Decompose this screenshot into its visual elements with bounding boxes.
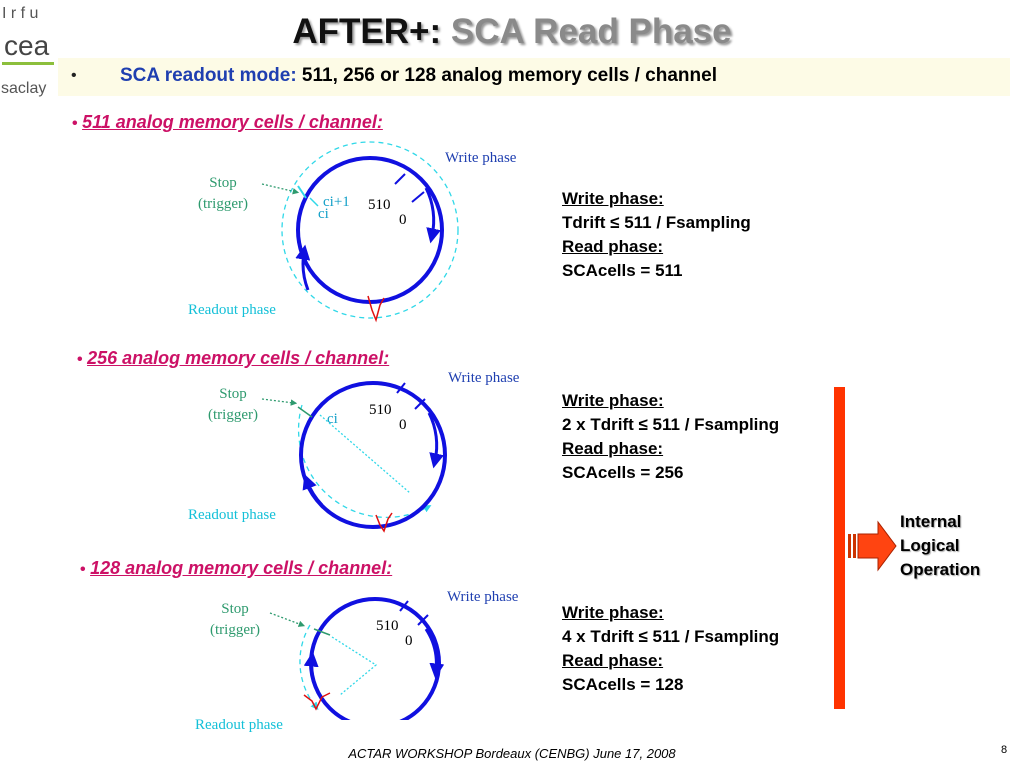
read-phase-value: SCAcells = 511 xyxy=(562,261,683,280)
stop-label: Stop xyxy=(209,175,237,191)
trigger-label: (trigger) xyxy=(198,196,248,212)
memory-ring xyxy=(298,158,442,302)
write-phase-heading: Write phase: xyxy=(562,189,664,208)
info-block-511 xyxy=(562,187,751,283)
title-part1: AFTER+: xyxy=(292,12,442,51)
ring-diagram-256 xyxy=(260,365,480,545)
quarter-ring-divider xyxy=(332,637,376,695)
cell-0-label: 0 xyxy=(405,633,413,649)
cell-510-tick xyxy=(395,174,405,184)
cell-ci-label: ci xyxy=(327,411,338,427)
write-phase-heading: Write phase: xyxy=(562,603,664,622)
cell-510-label: 510 xyxy=(369,402,392,418)
write-phase-label: Write phase xyxy=(447,589,519,605)
read-phase-heading: Read phase: xyxy=(562,237,664,256)
internal-operation-arrow xyxy=(846,518,898,578)
banner-bullet: • xyxy=(71,67,77,84)
logo-saclay-text: saclay xyxy=(1,80,47,97)
write-phase-value: Tdrift ≤ 511 / Fsampling xyxy=(562,213,751,232)
cell-510-label: 510 xyxy=(376,618,399,634)
cell-510-label: 510 xyxy=(368,197,391,213)
trigger-arrow xyxy=(270,613,302,625)
readout-phase-label: Readout phase xyxy=(188,507,276,523)
section-bullet: • xyxy=(72,115,78,132)
stop-label: Stop xyxy=(221,601,249,617)
section-bullet: • xyxy=(80,561,86,578)
section-128-heading xyxy=(80,558,392,579)
page-title xyxy=(0,12,1024,52)
internal-line1: Internal xyxy=(900,512,962,531)
write-phase-label: Write phase xyxy=(448,370,520,386)
trigger-arrow xyxy=(262,399,294,403)
write-phase-heading: Write phase: xyxy=(562,391,664,410)
read-direction-arrow xyxy=(307,481,322,505)
stop-trigger-label xyxy=(198,173,248,215)
grouping-bar xyxy=(834,387,845,709)
section-heading-text: 256 analog memory cells / channel: xyxy=(87,348,390,368)
stop-label: Stop xyxy=(219,386,247,402)
stop-cell-tick xyxy=(298,186,306,198)
trigger-arrow xyxy=(262,184,296,192)
info-block-256 xyxy=(562,389,779,485)
cell-ci-label: ci xyxy=(318,206,329,222)
read-phase-value: SCAcells = 128 xyxy=(562,675,684,694)
write-phase-value: 4 x Tdrift ≤ 511 / Fsampling xyxy=(562,627,780,646)
logo-cea-text: cea xyxy=(4,30,50,61)
section-heading-text: 511 analog memory cells / channel: xyxy=(82,112,383,132)
info-block-128 xyxy=(562,601,779,697)
page-number: 8 xyxy=(1001,744,1008,756)
readout-phase-label: Readout phase xyxy=(188,302,276,318)
readout-mode-banner xyxy=(58,58,1010,96)
trigger-label: (trigger) xyxy=(208,407,258,423)
readout-phase-label: Readout phase xyxy=(195,717,283,733)
cell-0-tick xyxy=(412,192,424,202)
read-phase-value: SCAcells = 256 xyxy=(562,463,684,482)
stop-trigger-label xyxy=(210,599,260,641)
internal-logical-operation-label xyxy=(900,510,980,582)
footer-text: ACTAR WORKSHOP Bordeaux (CENBG) June 17, 2008 xyxy=(348,746,676,761)
logo-divider xyxy=(2,62,54,65)
section-heading-text: 128 analog memory cells / channel: xyxy=(90,558,393,578)
dashed-readout-arc xyxy=(300,625,316,707)
ci-pointer xyxy=(310,198,318,206)
memory-ring xyxy=(311,599,439,720)
cell-0-label: 0 xyxy=(399,212,407,228)
banner-mode-value: 511, 256 or 128 analog memory cells / channel xyxy=(301,65,717,86)
read-direction-arrow xyxy=(312,659,314,683)
ring-diagram-511 xyxy=(260,140,480,340)
section-bullet: • xyxy=(77,351,83,368)
write-phase-label: Write phase xyxy=(445,150,517,166)
banner-mode-label: SCA readout mode: xyxy=(120,65,297,86)
cell-ci1-label: ci+1 xyxy=(323,194,350,210)
read-phase-heading: Read phase: xyxy=(562,439,664,458)
title-part2: SCA Read Phase xyxy=(450,12,732,51)
logo-irfu-text: I r f u xyxy=(2,5,39,22)
section-511-heading xyxy=(72,112,383,133)
internal-line3: Operation xyxy=(900,560,981,579)
banner-text xyxy=(120,65,717,87)
write-phase-value: 2 x Tdrift ≤ 511 / Fsampling xyxy=(562,415,780,434)
internal-line2: Logical xyxy=(900,536,960,555)
stop-trigger-label xyxy=(208,384,258,426)
read-phase-heading: Read phase: xyxy=(562,651,664,670)
trigger-label: (trigger) xyxy=(210,622,260,638)
cell-0-label: 0 xyxy=(399,417,407,433)
